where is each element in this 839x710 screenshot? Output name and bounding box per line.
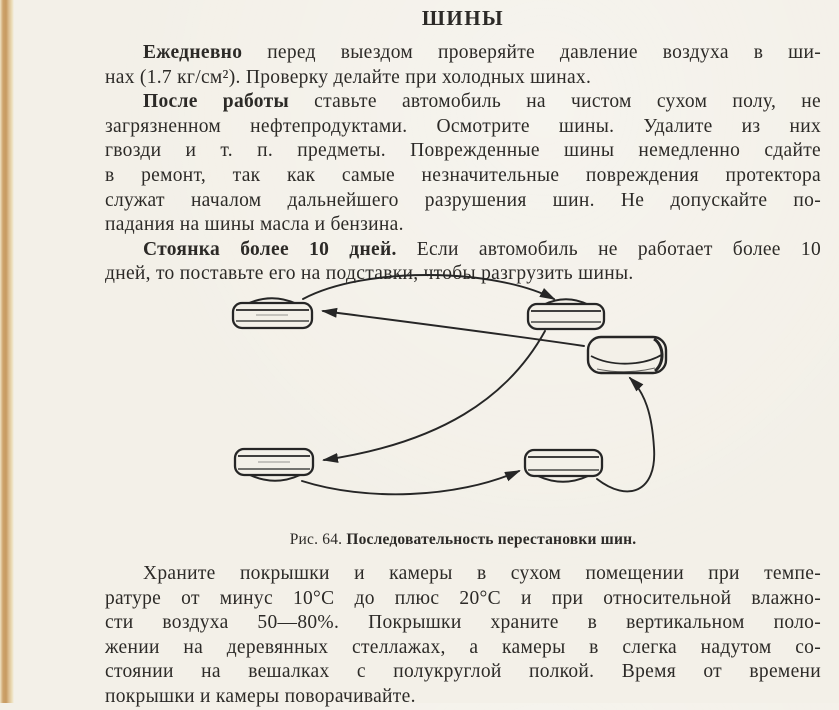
line-text: Если автомобиль не работает более 10 [396, 238, 821, 260]
figure-caption [105, 531, 821, 549]
text-line [105, 660, 821, 685]
lower-text-block [105, 562, 821, 710]
lead-bold: Стоянка более 10 дней. [143, 238, 397, 260]
book-binding-edge [0, 0, 14, 703]
text-line [105, 90, 821, 115]
tire-spare [588, 337, 666, 373]
text-line [105, 189, 821, 214]
line-text: гвозди и т. п. предметы. Поврежденные шины немедленно сдайте [105, 140, 821, 162]
text-line [105, 238, 821, 263]
arrow-front-right-to-rear-left [324, 331, 545, 460]
tire-rotation-diagram [150, 270, 710, 532]
arrow-rear-right-to-spare [597, 378, 654, 491]
arrow-front-left-to-front-right [303, 275, 554, 299]
text-line [105, 562, 821, 587]
tire-rear-left [235, 449, 313, 481]
line-text: жении на деревянных стеллажах, а камеры в слегка надутом со- [105, 636, 821, 658]
text-line [105, 685, 821, 710]
line-text: Храните покрышки и камеры в сухом помещении при темпе- [143, 563, 821, 584]
line-text: ставьте автомобиль на чистом сухом полу, не [289, 91, 822, 113]
line-text: дней, то поставьте его на подставки, чтобы разгрузить шины. [105, 263, 634, 285]
upper-text-block [105, 41, 821, 287]
text-line [105, 611, 821, 636]
line-text: загрязненном нефтепродуктами. Осмотрите шины. Удалите из них [105, 115, 821, 137]
figure-caption-text: Последовательность перестановки шин. [346, 531, 637, 548]
tire-front-left [233, 298, 312, 328]
text-line [105, 41, 821, 66]
line-text: стоянии на вешалках с полукруглой полкой. Время от времени [105, 661, 821, 683]
line-text: падания на шины масла и бензина. [105, 214, 404, 236]
arrow-rear-left-to-rear-right [302, 471, 519, 494]
figure-caption-number: Рис. 64. [289, 531, 347, 548]
text-line [105, 636, 821, 661]
text-line [105, 115, 821, 140]
line-text: в ремонт, так как самые незначительные повреждения протектора [105, 164, 821, 186]
text-line [105, 213, 821, 238]
tire-rear-right [525, 450, 602, 482]
paragraph [105, 562, 821, 710]
paragraph [105, 90, 821, 238]
line-text: ратуре от минус 10°С до плюс 20°С и при относительной влажно- [105, 587, 821, 609]
line-text: нах (1.7 кг/см²). Проверку делайте при холодных шинах. [105, 66, 592, 88]
line-text: сти воздуха 50—80%. Покрышки храните в вертикальном поло- [105, 612, 821, 634]
text-line [105, 587, 821, 612]
text-line [105, 139, 821, 164]
line-text: служат началом дальнейшего разрушения шин. Не допускайте по- [105, 189, 821, 211]
paragraph [105, 41, 821, 90]
page-title: ШИНЫ [421, 6, 505, 30]
line-text: перед выездом проверяйте давление воздуха в ши- [242, 42, 821, 63]
lead-bold: После работы [143, 91, 289, 113]
text-line [105, 164, 821, 189]
text-line [105, 66, 821, 91]
lead-bold: Ежедневно [143, 42, 243, 63]
line-text: покрышки и камеры поворачивайте. [105, 685, 416, 707]
tire-front-right [528, 299, 604, 329]
